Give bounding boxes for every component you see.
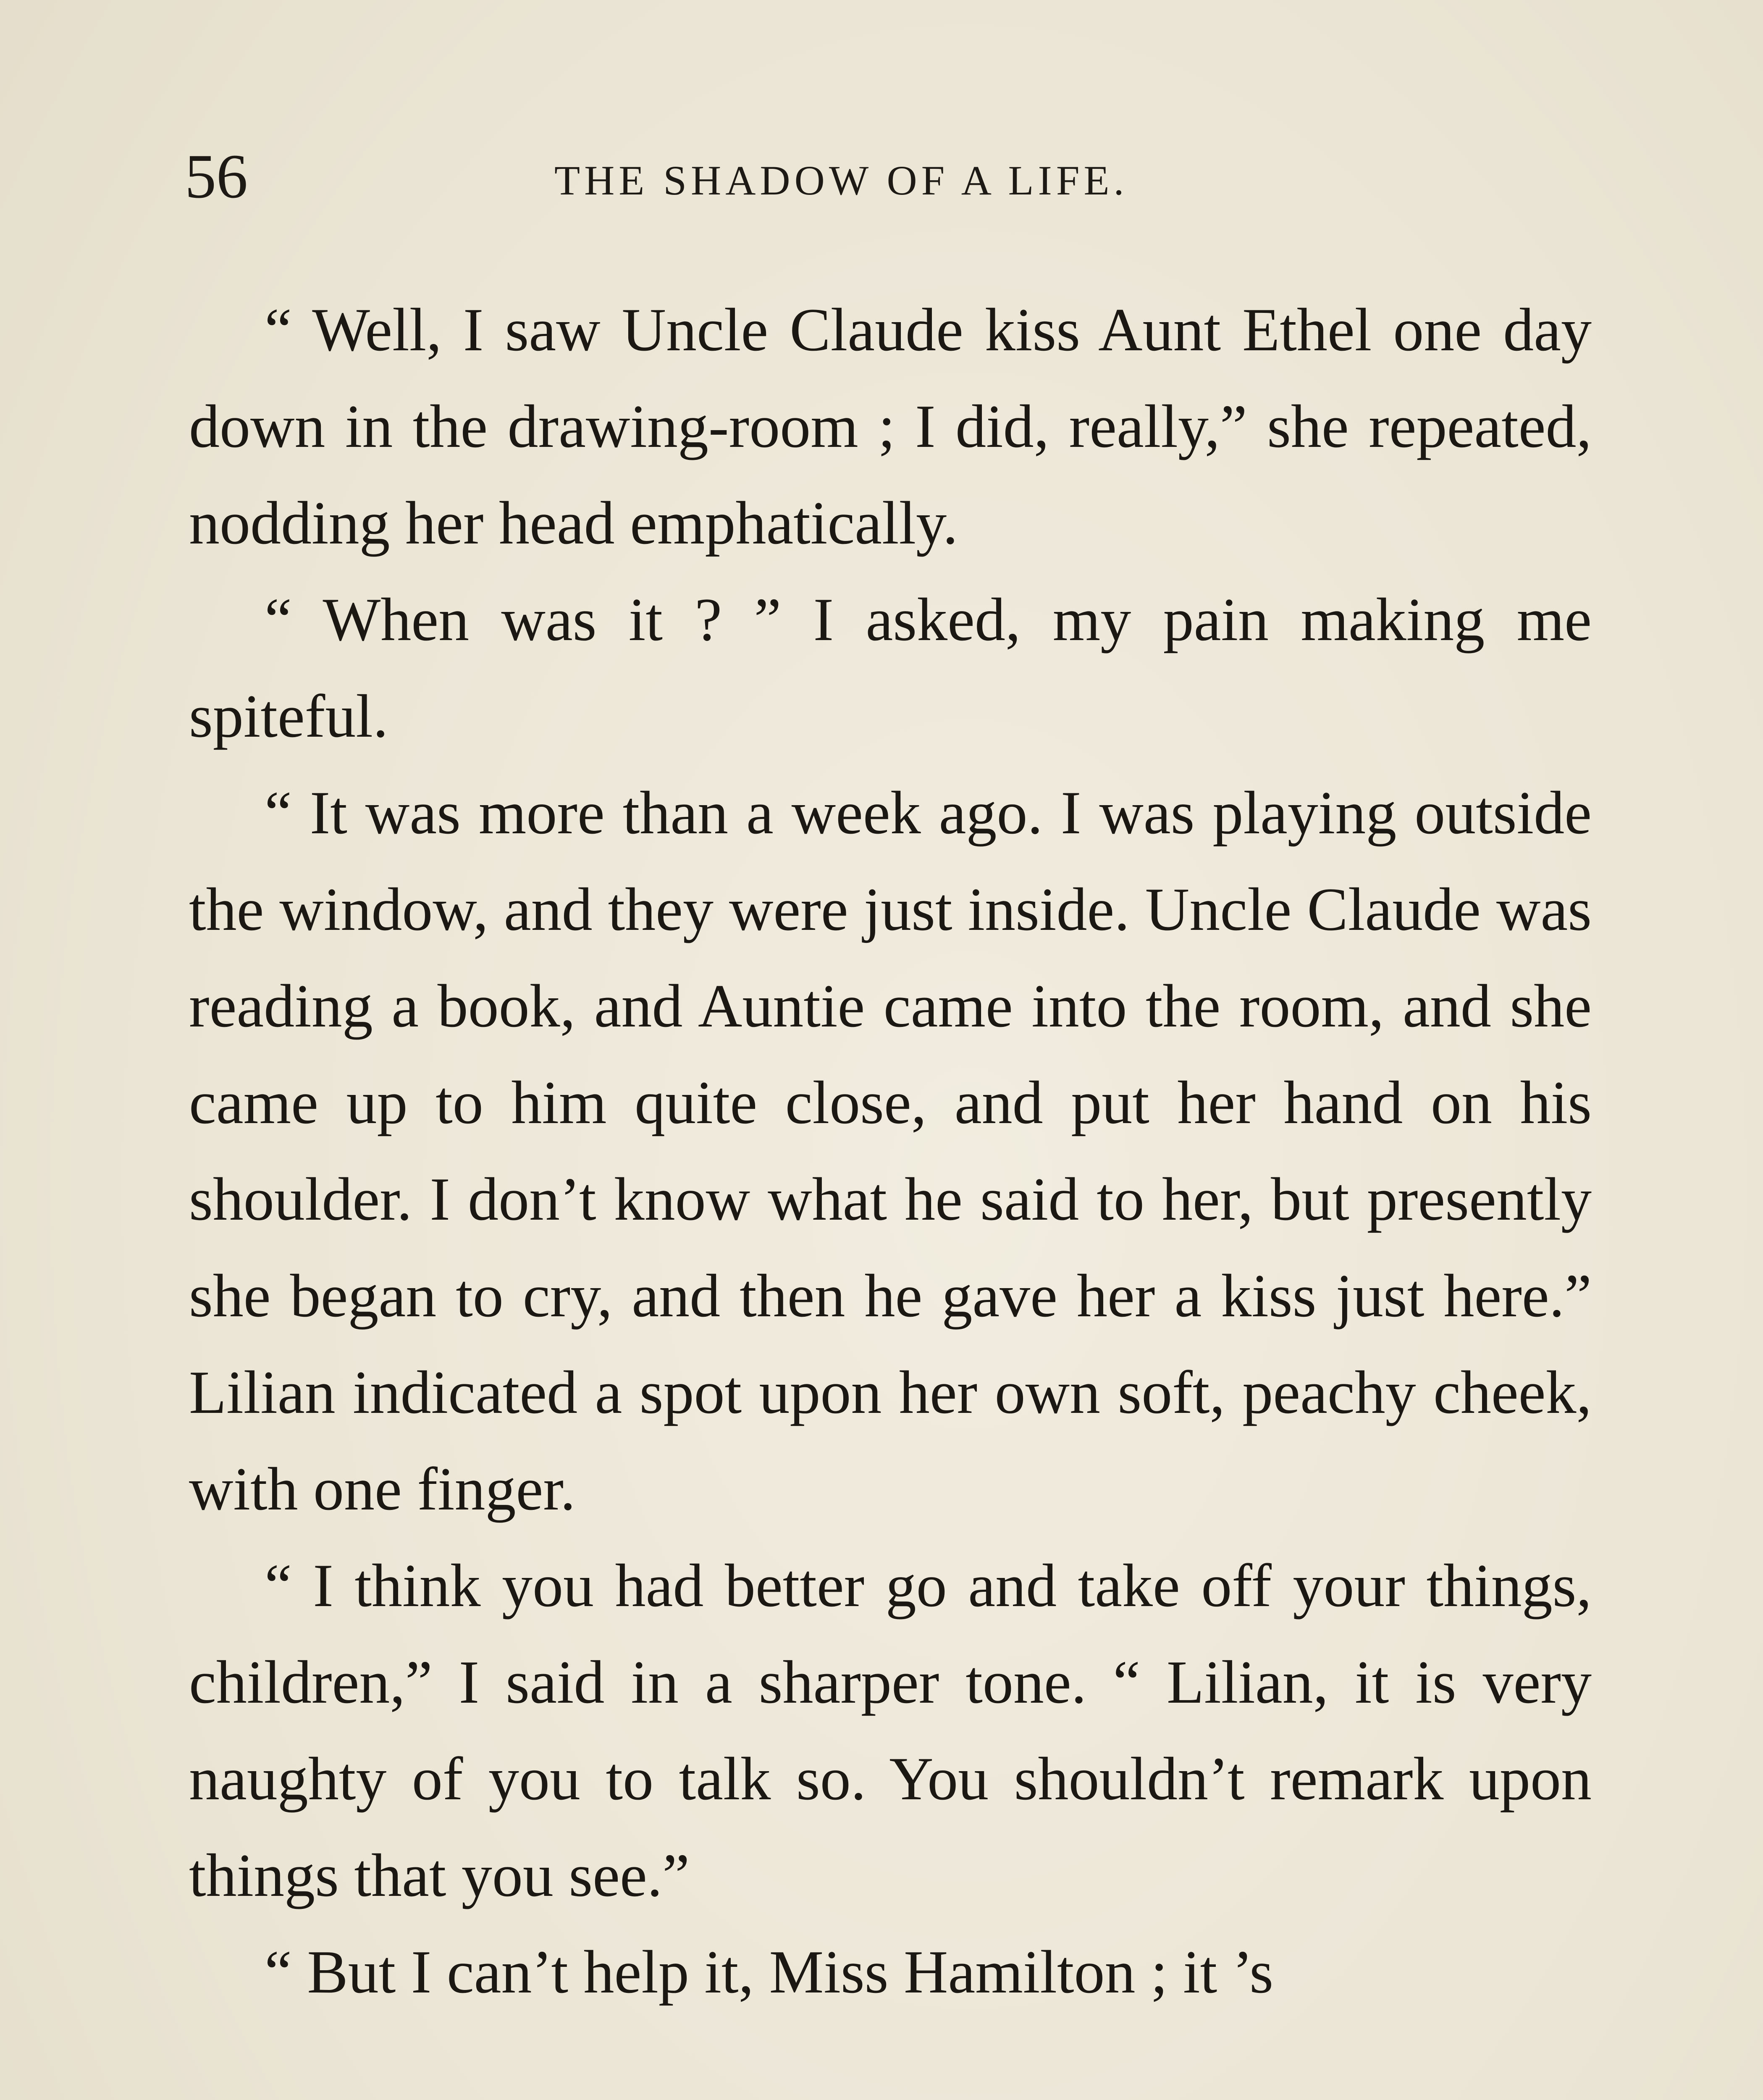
body-text <box>189 281 1592 2020</box>
paragraph: “ It was more than a week ago. I was playing outside the window, and they were just inside. Uncle Claude was reading a book, and Auntie came into the room, and she came up to him quite close, and put her hand on his shoulder. I don’t know what he said to her, but presently she began to cry, and then he gave her a kiss just here.” Lilian indicated a spot upon her own soft, peachy cheek, with one finger. <box>189 779 1592 1523</box>
paragraph: “ Well, I saw Uncle Claude kiss Aunt Ethel one day down in the drawing-room ; I did, really,” she repeated, nodding her head emphatically. <box>189 296 1592 557</box>
paragraph: “ When was it ? ” I asked, my pain making me spiteful. <box>189 585 1592 750</box>
paragraph: “ But I can’t help it, Miss Hamilton ; it ’s <box>265 1938 1274 2006</box>
page-header <box>185 134 1587 218</box>
paragraph: “ I think you had better go and take off your things, children,” I said in a sharper tone. “ Lilian, it is very naughty of you to talk so. You shouldn’t remark upon things that you see.” <box>189 1551 1592 1909</box>
page-number: 56 <box>185 142 248 211</box>
running-head: THE SHADOW OF A LIFE. <box>554 157 1128 204</box>
